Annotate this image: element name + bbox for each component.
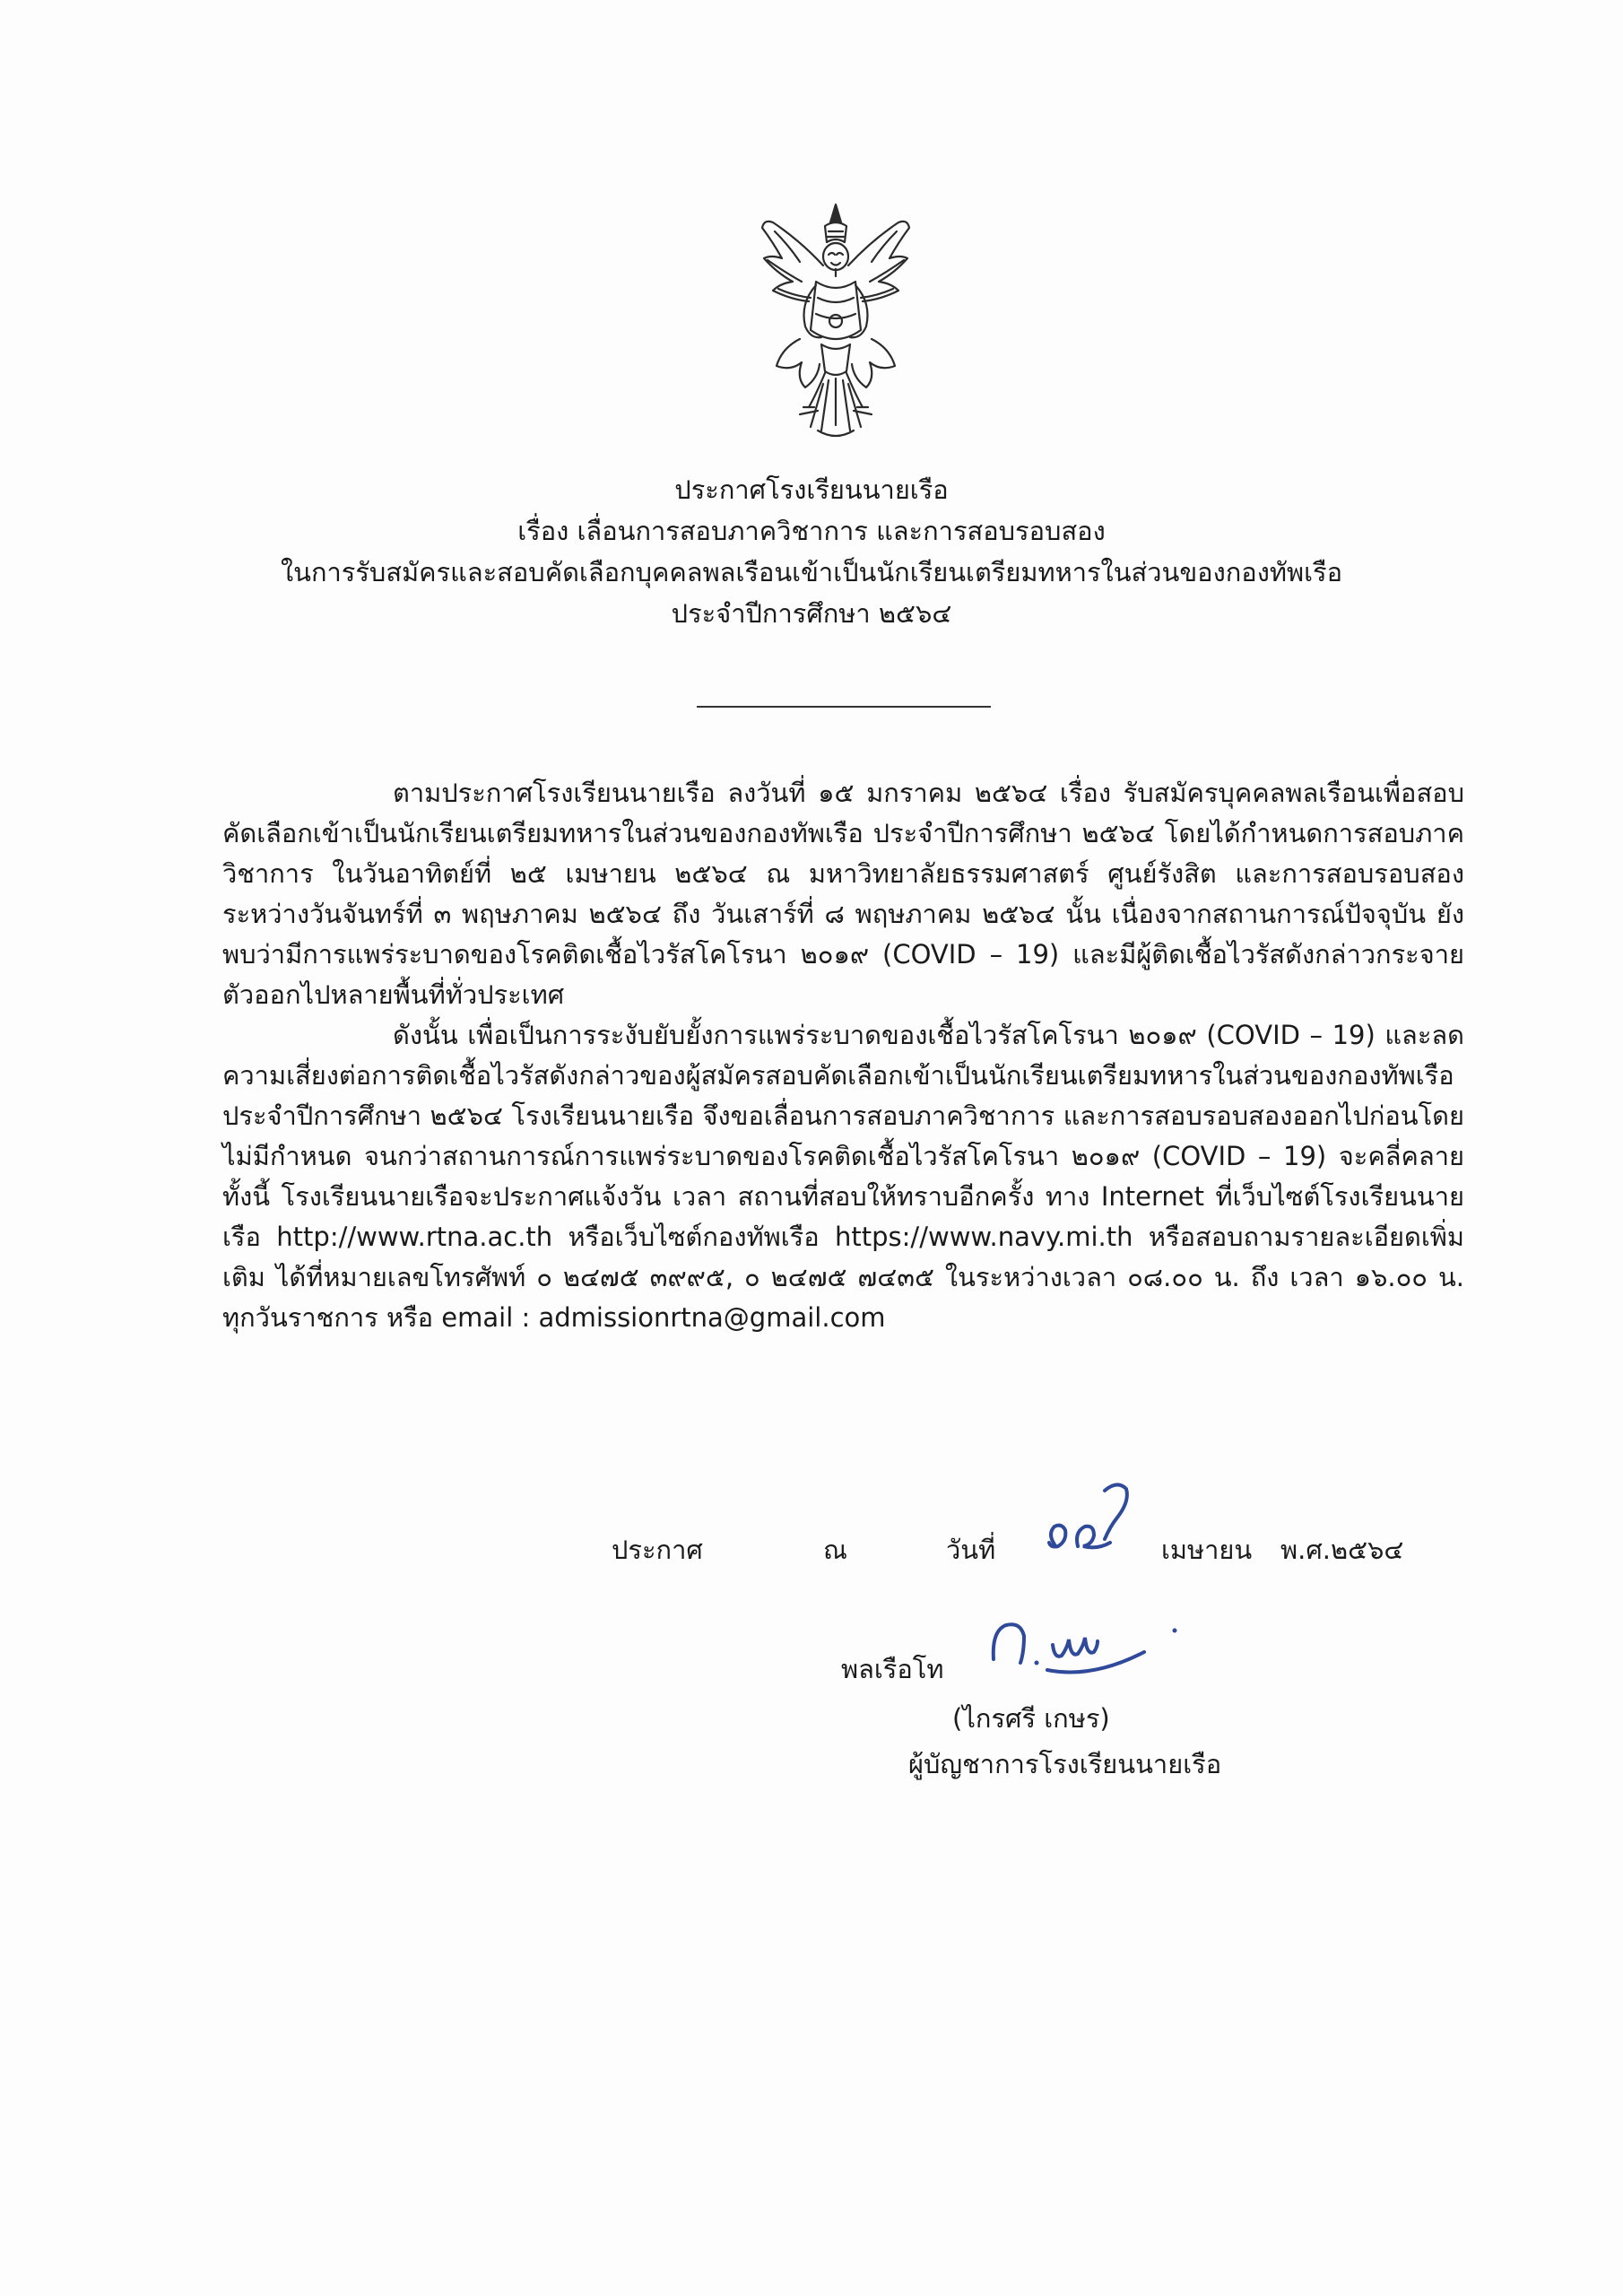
garuda-emblem-icon (746, 196, 925, 445)
announce-month: เมษายน (1161, 1535, 1253, 1565)
heading-line-1: ประกาศโรงเรียนนายเรือ (674, 474, 949, 505)
announce-label: ประกาศ (612, 1535, 703, 1565)
body-text (222, 773, 1464, 1338)
announcement-heading (179, 469, 1444, 634)
handwritten-signature (985, 1613, 1191, 1684)
announce-day-label: วันที่ (946, 1535, 996, 1565)
heading-line-4: ประจำปีการศึกษา ๒๕๖๔ (671, 598, 952, 629)
signer-name: (ไกรศรี เกษร) (952, 1703, 1110, 1734)
heading-line-2: เรื่อง เลื่อนการสอบภาควิชาการ และการสอบรอบสอง (517, 516, 1106, 546)
paragraph-1: ตามประกาศโรงเรียนนายเรือ ลงวันที่ ๑๕ มกราคม ๒๕๖๔ เรื่อง รับสมัครบุคคลพลเรือนเพื่อสอบคัดเลือกเข้าเป็นนักเรียนเตรียมทหารในส่วนของกองทัพเรือ ประจำปีการศึกษา ๒๕๖๔ โดยได้กำหนดการสอบภาควิชาการ ในวันอาทิตย์ที่ ๒๕ เมษายน ๒๕๖๔ ณ มหาวิทยาลัยธรรมศาสตร์ ศูนย์รังสิต และการสอบรอบสอง ระหว่างวันจันทร์ที่ ๓ พฤษภาคม ๒๕๖๔ ถึง วันเสาร์ที่ ๘ พฤษภาคม ๒๕๖๔ นั้น เนื่องจากสถานการณ์ปัจจุบัน ยังพบว่ามีการแพร่ระบาดของโรคติดเชื้อไวรัสโคโรนา ๒๐๑๙ (COVID – 19) และมีผู้ติดเชื้อไวรัสดังกล่าวกระจายตัวออกไปหลายพื้นที่ทั่วประเทศ (222, 778, 1464, 1010)
signer-rank: พลเรือโท (841, 1654, 944, 1684)
heading-divider (697, 706, 991, 708)
handwritten-day (1042, 1471, 1141, 1574)
heading-line-3: ในการรับสมัครและสอบคัดเลือกบุคคลพลเรือนเข้าเป็นนักเรียนเตรียมทหารในส่วนของกองทัพเรือ (280, 557, 1343, 587)
paragraph-2: ดังนั้น เพื่อเป็นการระงับยับยั้งการแพร่ระบาดของเชื้อไวรัสโคโรนา ๒๐๑๙ (COVID – 19) และลดความเสี่ยงต่อการติดเชื้อไวรัสดังกล่าวของผู้สมัครสอบคัดเลือกเข้าเป็นนักเรียนเตรียมทหารในส่วนของกองทัพเรือ ประจำปีการศึกษา ๒๕๖๔ โรงเรียนนายเรือ จึงขอเลื่อนการสอบภาควิชาการ และการสอบรอบสองออกไปก่อนโดยไม่มีกำหนด จนกว่าสถานการณ์การแพร่ระบาดของโรคติดเชื้อไวรัสโคโรนา ๒๐๑๙ (COVID – 19) จะคลี่คลาย ทั้งนี้ โรงเรียนนายเรือจะประกาศแจ้งวัน เวลา สถานที่สอบให้ทราบอีกครั้ง ทาง Internet ที่เว็บไซต์โรงเรียนนายเรือ http://www.rtna.ac.th หรือเว็บไซต์กองทัพเรือ https://www.navy.mi.th หรือสอบถามรายละเอียดเพิ่มเติม ได้ที่หมายเลขโทรศัพท์ ๐ ๒๔๗๕ ๓๙๙๕, ๐ ๒๔๗๕ ๗๔๓๕ ในระหว่างเวลา ๐๘.๐๐ น. ถึง เวลา ๑๖.๐๐ น. ทุกวันราชการ หรือ email : admissionrtna@gmail.com (222, 1020, 1464, 1333)
signer-position: ผู้บัญชาการโรงเรียนนายเรือ (908, 1749, 1222, 1779)
announce-year: พ.ศ.๒๕๖๔ (1280, 1535, 1404, 1565)
announce-at: ณ (823, 1535, 847, 1565)
